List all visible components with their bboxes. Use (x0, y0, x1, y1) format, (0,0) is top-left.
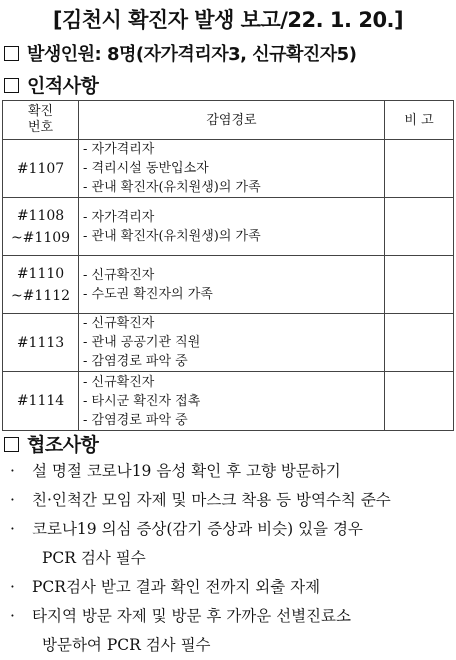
cooperation-list (0, 457, 456, 660)
header-case-number (3, 101, 79, 140)
table-header-row (3, 101, 454, 140)
case-id-cell (3, 198, 79, 256)
route-line: - 수도권 확진자의 가족 (83, 286, 213, 302)
checkbox-square-icon (4, 46, 19, 61)
header-infection-route: 감염경로 (79, 101, 385, 140)
cases-table (2, 100, 454, 431)
route-cell (79, 372, 385, 431)
case-id: #1107 (16, 160, 65, 177)
header-case-number-line2: 번호 (27, 120, 54, 135)
route-line: - 격리시설 동반입소자 (83, 161, 209, 176)
route-line: - 신규확진자 (83, 374, 155, 390)
bullet-dot-icon: · (10, 607, 15, 625)
report-title: [김천시 확진자 발생 보고/22. 1. 20.] (52, 8, 404, 32)
table-row (3, 314, 454, 372)
note-cell (385, 314, 454, 372)
table-row (3, 372, 454, 431)
header-case-number-line1: 확진 (27, 104, 54, 119)
route-line: - 신규확진자 (83, 267, 155, 283)
list-item (0, 515, 456, 573)
case-id: #1114 (16, 393, 65, 409)
case-id: ~#1112 (10, 287, 71, 304)
list-item-text: 친·인척간 모임 자제 및 마스크 착용 등 방역수칙 준수 (32, 491, 391, 509)
note-cell (385, 256, 454, 314)
note-cell (385, 198, 454, 256)
header-note: 비 고 (385, 101, 454, 140)
section-cooperation (4, 430, 98, 457)
route-cell (79, 314, 385, 372)
table-row (3, 140, 454, 198)
bullet-dot-icon: · (10, 520, 15, 538)
list-item (0, 602, 456, 660)
route-line: - 감염경로 파악 중 (83, 412, 188, 428)
route-cell (79, 198, 385, 256)
section-cooperation-label: 협조사항 (27, 434, 99, 456)
route-line: - 자가격리자 (83, 209, 155, 225)
route-line: - 자가격리자 (83, 142, 155, 157)
route-cell (79, 140, 385, 198)
case-id-cell (3, 372, 79, 431)
list-item-text-continued: 방문하여 PCR 검사 필수 (42, 636, 211, 654)
checkbox-square-icon (4, 78, 19, 93)
route-line: - 타시군 확진자 접촉 (83, 393, 201, 409)
route-line: - 신규확진자 (83, 316, 155, 331)
case-id-cell (3, 314, 79, 372)
table-row (3, 198, 454, 256)
list-item-text: 설 명절 코로나19 음성 확인 후 고향 방문하기 (32, 462, 341, 480)
bullet-dot-icon: · (10, 491, 15, 509)
case-id: #1113 (16, 334, 65, 351)
section-occurrence-label: 발생인원: 8명(자가격리자3, 신규확진자5) (27, 44, 357, 65)
section-personal (4, 71, 98, 98)
route-line: - 관내 확진자(유치원생)의 가족 (83, 180, 261, 195)
checkbox-square-icon (4, 437, 19, 452)
route-line: - 관내 공공기관 직원 (83, 335, 201, 350)
list-item-text-continued: PCR 검사 필수 (42, 549, 146, 567)
case-id: #1108 (16, 207, 65, 224)
list-item-text: 타지역 방문 자제 및 방문 후 가까운 선별진료소 (32, 607, 351, 625)
route-cell (79, 256, 385, 314)
bullet-dot-icon: · (10, 462, 15, 480)
table-row (3, 256, 454, 314)
case-id: ~#1109 (10, 229, 71, 246)
list-item (0, 573, 456, 602)
note-cell (385, 140, 454, 198)
list-item-text: PCR검사 받고 결과 확인 전까지 외출 자제 (32, 578, 321, 596)
case-id-cell (3, 140, 79, 198)
note-cell (385, 372, 454, 431)
list-item-text: 코로나19 의심 증상(감기 증상과 비슷) 있을 경우 (32, 520, 363, 538)
section-occurrence (4, 40, 356, 66)
case-id-cell (3, 256, 79, 314)
route-line: - 감염경로 파악 중 (83, 354, 188, 369)
route-line: - 관내 확진자(유치원생)의 가족 (83, 228, 261, 244)
list-item (0, 457, 456, 486)
bullet-dot-icon: · (10, 578, 15, 596)
section-personal-label: 인적사항 (27, 75, 99, 97)
case-id: #1110 (16, 265, 65, 282)
list-item (0, 486, 456, 515)
